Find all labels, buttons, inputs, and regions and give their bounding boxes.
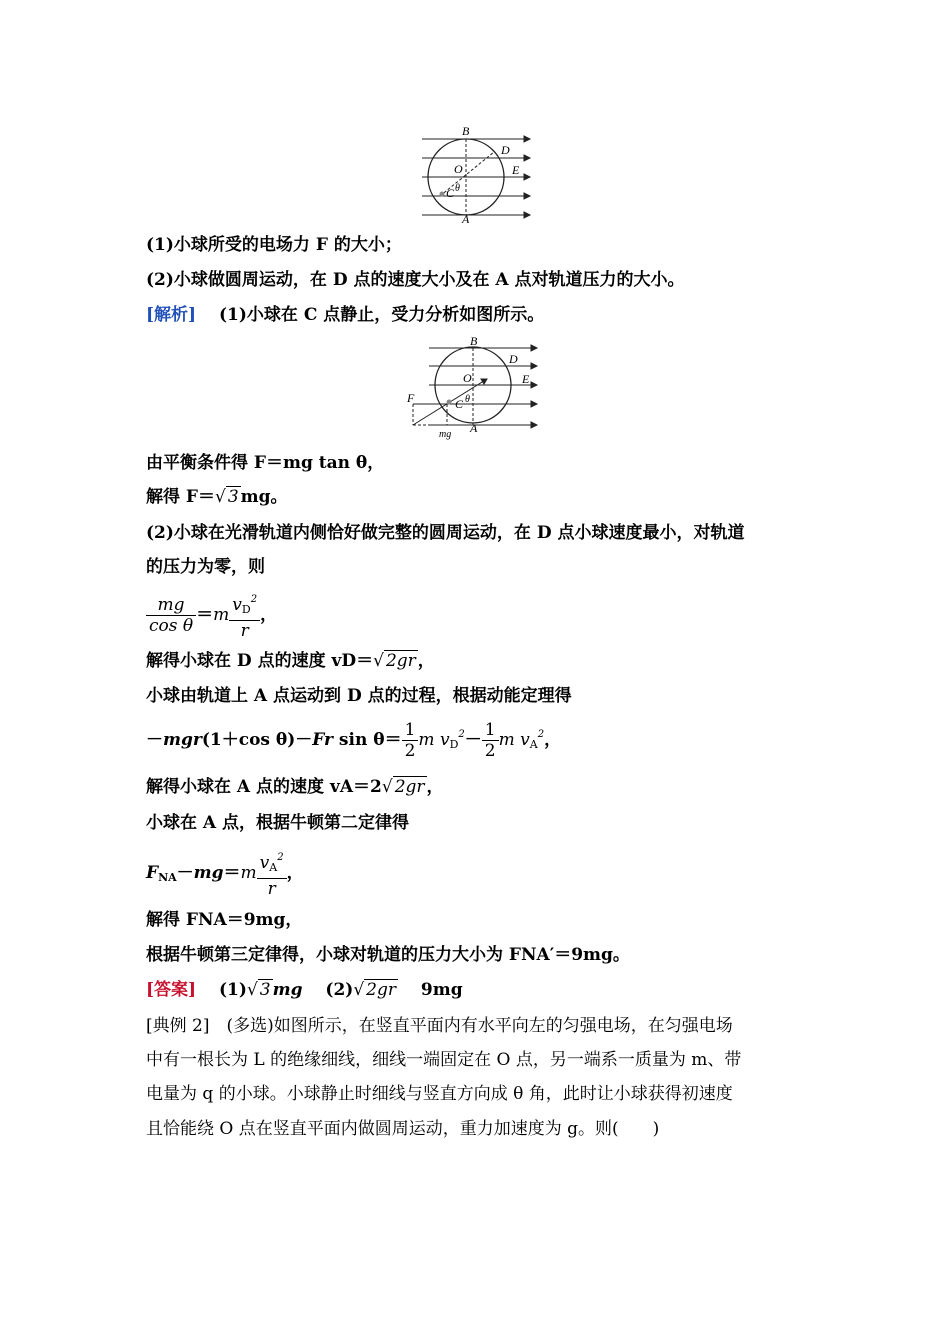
label-mg: mg xyxy=(439,429,452,440)
vA-radicand: 2gr xyxy=(394,777,425,797)
vD-radicand: 2gr xyxy=(385,651,416,671)
answer-p2-prefix: (2) xyxy=(325,980,354,1000)
label-theta: θ xyxy=(465,394,470,405)
answer-p2-radicand: 2gr xyxy=(366,980,396,1000)
energy-equation: －mgr(1＋cos θ)－Fr sin θ＝ $\frac{1}{2}$ m $v_D^2-$ $\frac{1}{2}$ m $v_A^2$， xyxy=(146,720,562,761)
label-C: C xyxy=(455,397,464,411)
label-theta: θ xyxy=(455,183,460,194)
answer-p3: 9mg xyxy=(420,980,463,1000)
newton2-equation: $F_{NA}-mg=m$ $\frac{v_A^2}{r}$ ， xyxy=(146,848,304,899)
result-F-radicand: 3 xyxy=(227,487,239,507)
vA-text: 解得小球在 A 点的速度 vA＝2 xyxy=(146,777,382,797)
sqrt-icon: √ xyxy=(373,651,384,671)
label-D: D xyxy=(509,352,518,366)
label-A: A xyxy=(470,421,478,435)
circular-motion-equation: $\frac{mg}{\text{cos θ}}$ ＝m $\frac{v_D^2}{r}$ ， xyxy=(146,590,277,641)
example-line2: 中有一根长为 L 的绝缘细线，细线一端固定在 O 点，另一端系一质量为 m、带 xyxy=(146,1050,742,1070)
sqrt-icon: √ xyxy=(246,980,258,1000)
answer-p1-prefix: (1) xyxy=(219,980,247,1000)
label-A: A xyxy=(462,212,470,224)
label-C: C xyxy=(446,186,455,200)
newton3-result: 根据牛顿第三定律得，小球对轨道的压力大小为 FNA′＝9mg。 xyxy=(146,945,630,965)
solution-intro-text: (1)小球在 C 点静止，受力分析如图所示。 xyxy=(219,305,545,325)
answer-tag: [答案] xyxy=(146,980,197,1000)
result-F-text: 解得 F＝ xyxy=(146,487,215,507)
force-analysis-diagram xyxy=(405,335,540,443)
newton2-intro: 小球在 A 点，根据牛顿第二定律得 xyxy=(146,813,410,833)
result-F-tail: mg。 xyxy=(240,487,288,507)
balance-equation: 由平衡条件得 F＝mg tan θ， xyxy=(146,453,385,473)
energy-intro: 小球由轨道上 A 点运动到 D 点的过程，根据动能定理得 xyxy=(146,686,572,706)
example-line4: 且恰能绕 O 点在竖直平面内做圆周运动，重力加速度为 g。则( ) xyxy=(146,1119,660,1139)
label-E: E xyxy=(522,372,530,386)
answer-p1-radicand: 3 xyxy=(259,980,271,1000)
label-D: D xyxy=(501,143,510,157)
result-F xyxy=(146,485,288,509)
label-F: F xyxy=(407,391,415,405)
solution-tag: [解析] xyxy=(146,305,197,325)
question-1: (1)小球所受的电场力 F 的大小； xyxy=(146,235,402,255)
circle-track-diagram xyxy=(418,124,533,224)
part2-line2: 的压力为零，则 xyxy=(146,557,265,577)
answer-p1-tail: mg xyxy=(272,980,303,1000)
sqrt-icon: √ xyxy=(215,487,226,507)
sqrt-icon: √ xyxy=(381,777,393,797)
FNA-result: 解得 FNA＝9mg， xyxy=(146,910,303,930)
example-line1: [典例 2] (多选)如图所示，在竖直平面内有水平向左的匀强电场，在匀强电场 xyxy=(146,1016,733,1036)
question-2: (2)小球做圆周运动，在 D 点的速度大小及在 A 点对轨道压力的大小。 xyxy=(146,270,685,290)
vD-result: 解得小球在 D 点的速度 vD＝√ 2gr ， xyxy=(146,651,435,671)
label-B: B xyxy=(470,335,478,348)
sqrt-icon: √ xyxy=(353,980,365,1000)
vA-result: 解得小球在 A 点的速度 vA＝2√ 2gr ， xyxy=(146,777,444,797)
label-O: O xyxy=(454,162,463,176)
label-B: B xyxy=(462,124,470,138)
part2-line1: (2)小球在光滑轨道内侧恰好做完整的圆周运动，在 D 点小球速度最小，对轨道 xyxy=(146,523,745,543)
vD-text: 解得小球在 D 点的速度 vD＝ xyxy=(146,651,374,671)
example-line3: 电量为 q 的小球。小球静止时细线与竖直方向成 θ 角，此时让小球获得初速度 xyxy=(146,1084,733,1104)
label-O: O xyxy=(463,371,472,385)
solution-intro xyxy=(146,303,544,327)
label-E: E xyxy=(512,163,520,177)
answer-line xyxy=(146,978,463,1002)
